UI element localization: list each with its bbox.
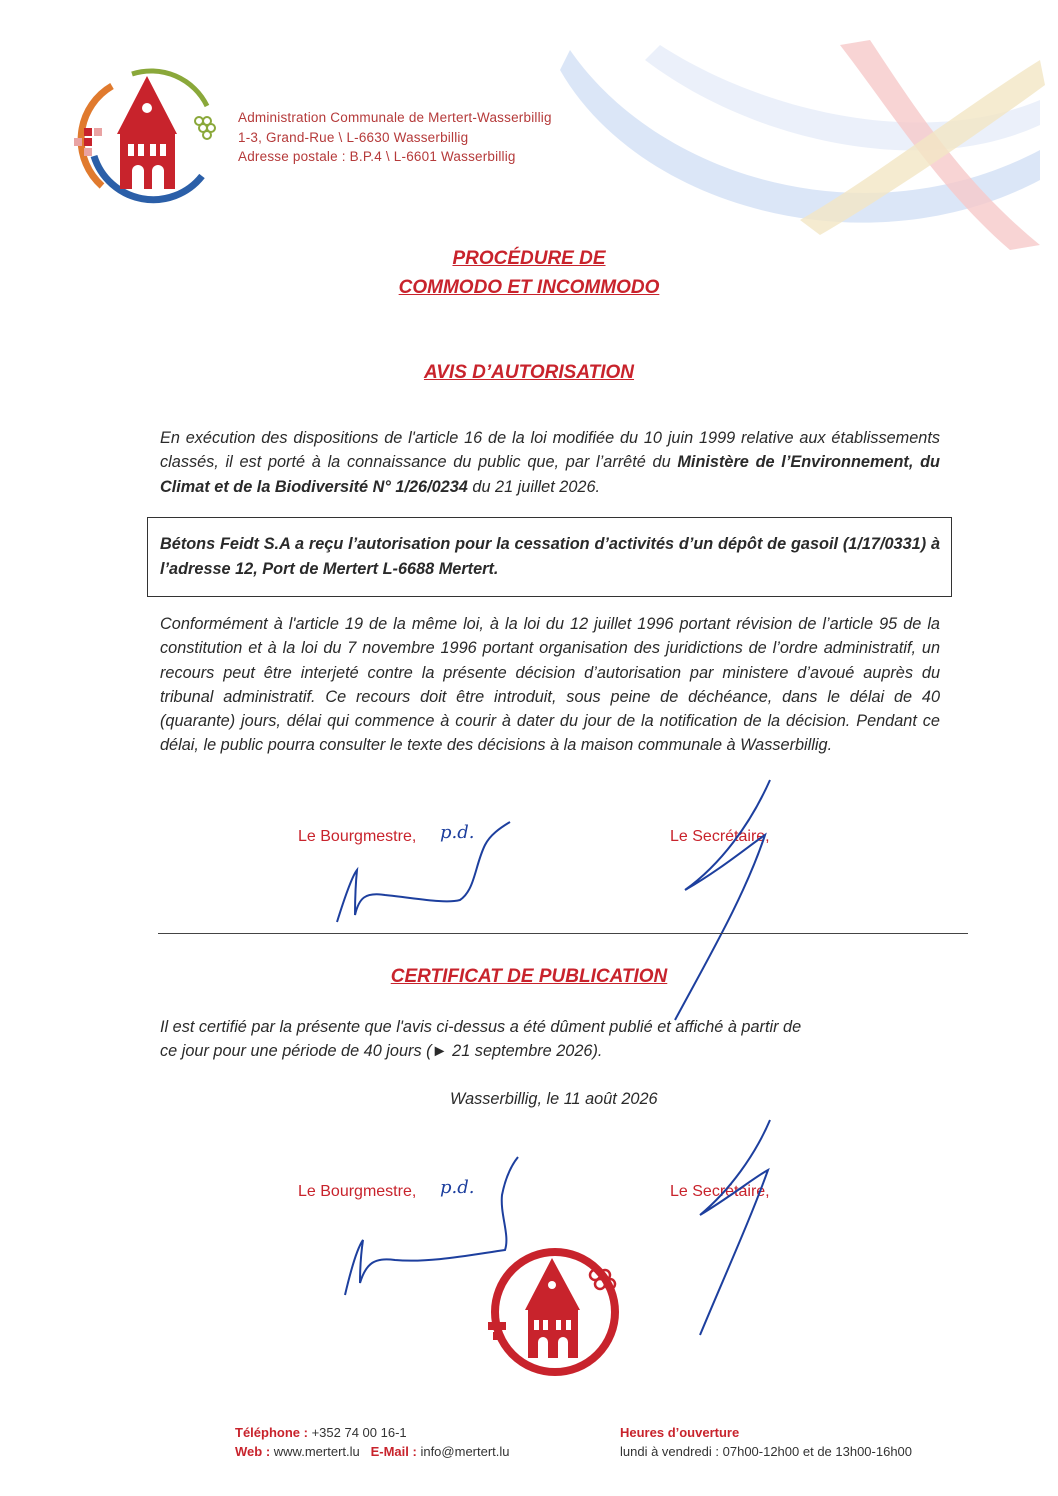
- avis-intro-ministry: Ministère de l’Environnement, du Climat et de la Biodiversité N° 1/26/0234: [160, 453, 940, 496]
- header-address: [238, 108, 552, 167]
- web-label: Web :: [235, 1444, 271, 1459]
- section-divider: [158, 933, 968, 934]
- secretaire-label-2: Le Secrétaire,: [670, 1183, 770, 1200]
- avis-heading: AVIS D’AUTORISATION: [423, 362, 635, 383]
- mail-link[interactable]: info@mertert.lu: [420, 1444, 510, 1459]
- secretaire-signature-2: [660, 1115, 790, 1340]
- recours-paragraph: Conformément à l'article 19 de la même loi, à la loi du 12 juillet 1996 portant révision de l’article 95 de la constitution et à la loi du 7 novembre 1996 portant organisation des juridictions de l’ordre administratif, un recours peut être interjeté contre la présente décision d’autorisation par ministere d’avoué auprès du tribunal administratif. Ce recours doit être introduit, sous peine de déchéance, dans le délai de 40 (quarante) jours, délai qui commence à courir à dater du jour de la notification de la décision. Pendant ce délai, le public pourra consulter le texte des décisions à la maison communale à Wasserbillig.: [160, 615, 940, 755]
- bourgmestre-label-1: Le Bourgmestre,: [298, 828, 417, 845]
- pd-note-1: p.d.: [440, 822, 475, 843]
- header-line-1: Administration Communale de Mertert-Wasserbillig: [238, 110, 552, 125]
- avis-intro: [160, 426, 940, 499]
- place-date: Wasserbillig, le 11 août 2026: [450, 1090, 658, 1108]
- hours-label: Heures d’ouverture: [620, 1425, 740, 1440]
- footer-hours: [620, 1423, 912, 1461]
- secretaire-label-1: Le Secrétaire,: [670, 828, 770, 845]
- certificat-text: Il est certifié par la présente que l'avis ci-dessus a été dûment publié et affiché à partir de ce jour pour une période de 40 jours (► 21 septembre 2026).: [160, 1018, 802, 1061]
- mail-label: E-Mail :: [370, 1444, 417, 1459]
- tel-value: +352 74 00 16-1: [311, 1425, 407, 1440]
- secretaire-signature-1: [640, 775, 790, 1035]
- title-line-2: COMMODO ET INCOMMODO: [398, 277, 660, 298]
- hours-value: lundi à vendredi : 07h00-12h00 et de 13h00-16h00: [620, 1444, 913, 1459]
- official-stamp: [480, 1240, 630, 1385]
- tel-label: Téléphone :: [235, 1425, 308, 1440]
- commune-logo: [72, 66, 222, 206]
- avis-intro-pre: En exécution des dispositions de l'article 16 de la loi modifiée du 10 juin 1999 relative aux établissements classés, il est porté à la connaissance du public que, par l’arrêté du: [160, 429, 940, 472]
- bourgmestre-label-2: Le Bourgmestre,: [298, 1183, 417, 1200]
- bourgmestre-signature-1: [325, 820, 525, 930]
- footer-contact: [235, 1423, 510, 1461]
- decorative-ribbon: [540, 30, 1058, 260]
- avis-intro-post: du 21 juillet 2026.: [467, 477, 601, 496]
- certificat-heading: CERTIFICAT DE PUBLICATION: [390, 966, 668, 987]
- title-line-1: PROCÉDURE DE: [452, 248, 606, 269]
- header-line-2: 1-3, Grand-Rue \ L-6630 Wasserbillig: [238, 129, 469, 145]
- pd-note-2: p.d.: [440, 1177, 475, 1198]
- header-line-3: Adresse postale : B.P.4 \ L-6601 Wasserbillig: [238, 149, 516, 164]
- autorisation-text: Bétons Feidt S.A a reçu l’autorisation pour la cessation d’activités d’un dépôt de gasoil (1/17/0331) à l’adresse 12, Port de Mertert L-6688 Mertert.: [160, 535, 940, 578]
- web-link[interactable]: www.mertert.lu: [273, 1444, 360, 1459]
